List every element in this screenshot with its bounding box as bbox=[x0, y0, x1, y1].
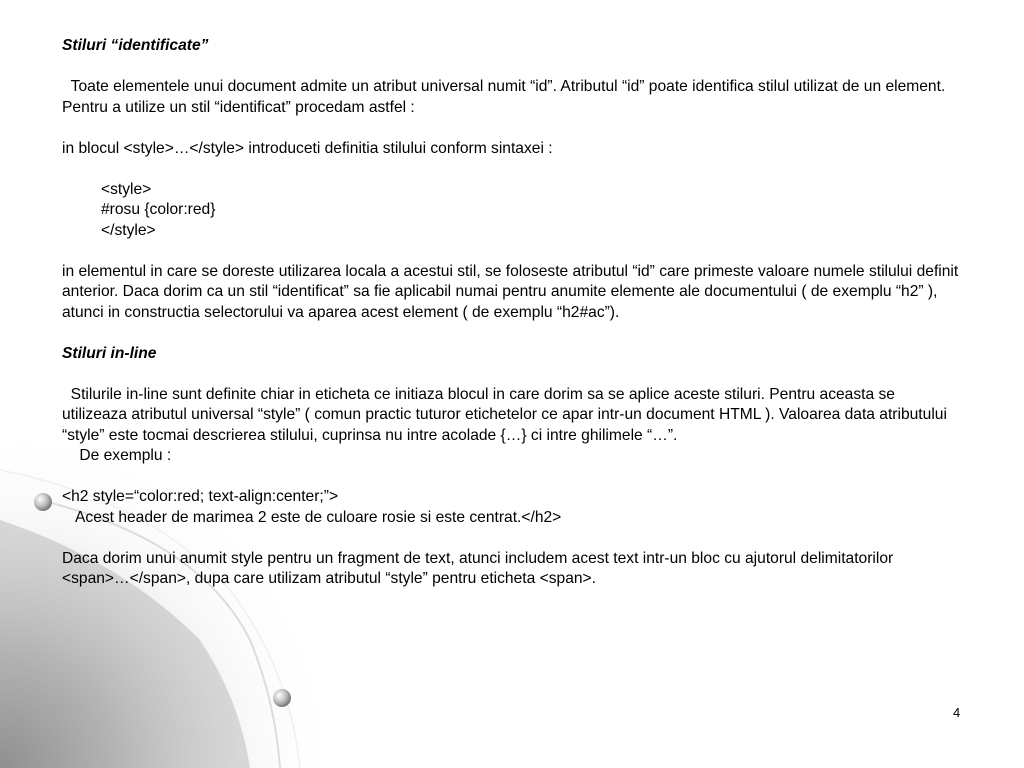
style-block-step: in blocul <style>…</style> introduceti definitia stilului conform sintaxei : bbox=[62, 139, 553, 157]
code-line: </style> bbox=[101, 221, 156, 239]
intro-inline-paragraph: Stilurile in-line sunt definite chiar in eticheta ce initiaza blocul in care dorim sa se aplice aceste stiluri. Pentru aceasta se utilizeaza atributul universal “style” ( comun practic tuturor etichetelor ce apar intr-un document HTML ). Valoarea data atributului “style” este tocmai descrierea stilului, cuprinsa nu intre acolade {…} ci intre ghilimele “…”. bbox=[62, 385, 952, 444]
span-paragraph: Daca dorim unui anumit style pentru un fragment de text, atunci includem acest text intr-un bloc cu ajutorul delimitatorilor <span>…</span>, dupa care utilizam atributul “style” pentru eticheta <span>. bbox=[62, 549, 898, 587]
page-number: 4 bbox=[953, 705, 961, 720]
heading-identified-styles: Stiluri “identificate” bbox=[62, 37, 209, 54]
example-code-line: Acest header de marimea 2 este de culoare rosie si este centrat.</h2> bbox=[62, 508, 562, 526]
heading-inline-styles: Stiluri in-line bbox=[62, 344, 157, 362]
decorative-sphere bbox=[34, 493, 52, 511]
intro-identified-paragraph: Toate elementele unui document admite un atribut universal numit “id”. Atributul “id” poate identifica stilul utilizat de un element. Pentru a utilize un stil “identificat” procedam astfel : bbox=[62, 78, 950, 116]
example-code-line: <h2 style=“color:red; text-align:center;”> bbox=[62, 488, 339, 505]
decorative-sphere bbox=[273, 689, 291, 707]
example-label: De exemplu : bbox=[62, 447, 172, 464]
slide-content bbox=[62, 36, 962, 590]
element-step-paragraph: in elementul in care se doreste utilizarea locala a acestui stil, se foloseste atributul “id” care primeste valoare numele stilului definit anterior. Daca dorim ca un stil “identificat” sa fie aplicabil numai pentru anumite elemente ale documentului ( de exemplu “h2” ), atunci in constructia selectorului va aparea acest element ( de exemplu “h2#ac”). bbox=[62, 262, 963, 321]
code-line: #rosu {color:red} bbox=[101, 201, 216, 218]
code-line: <style> bbox=[101, 180, 152, 198]
